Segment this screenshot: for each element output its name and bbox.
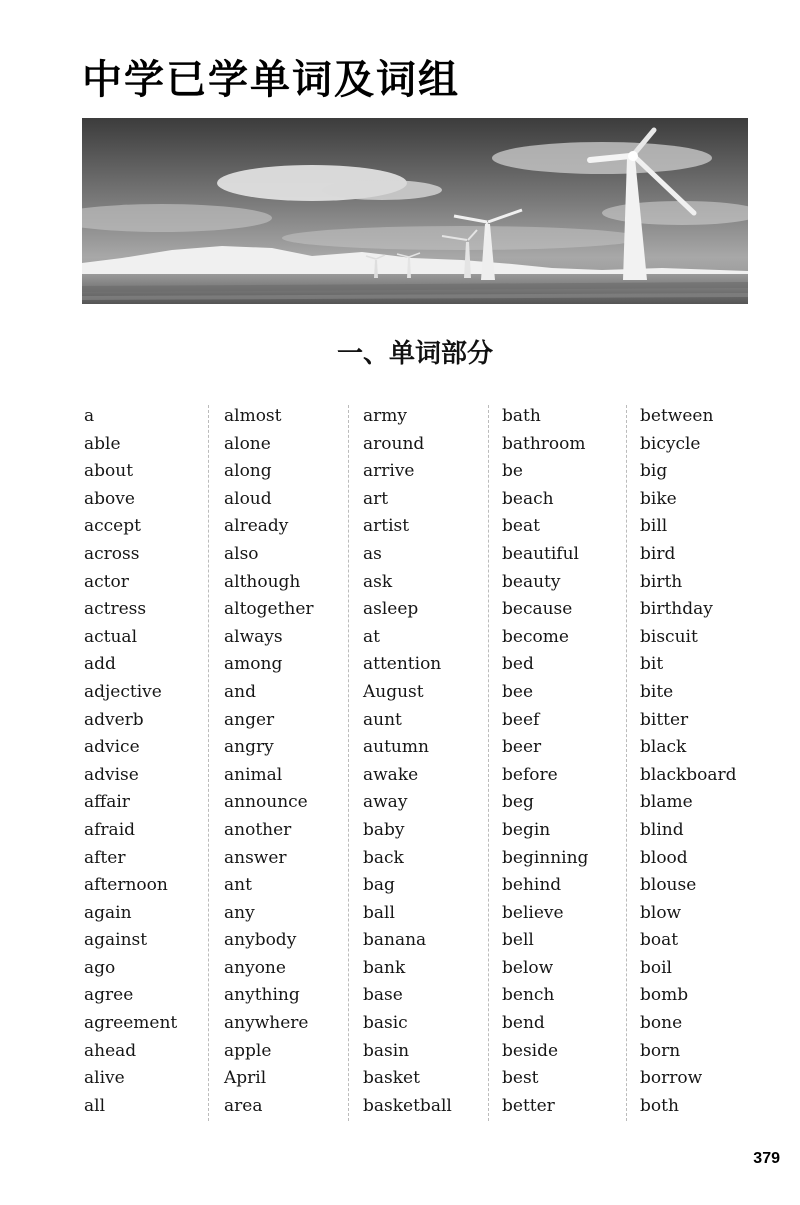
wind-turbine-landscape-photo xyxy=(82,118,748,304)
vocabulary-word: bite xyxy=(640,681,674,702)
vocabulary-word: another xyxy=(224,819,292,840)
vocabulary-word: afraid xyxy=(84,819,136,840)
vocabulary-word: able xyxy=(84,433,121,454)
vocabulary-word: bicycle xyxy=(640,433,701,454)
vocabulary-word: best xyxy=(502,1068,539,1089)
vocabulary-word: area xyxy=(224,1095,263,1116)
vocabulary-word: and xyxy=(224,681,256,702)
vocabulary-word: anger xyxy=(224,709,275,730)
vocabulary-word: beef xyxy=(502,709,540,730)
vocabulary-word: autumn xyxy=(363,737,429,758)
vocabulary-word: boil xyxy=(640,957,672,978)
vocabulary-word: beat xyxy=(502,516,540,537)
vocabulary-word: above xyxy=(84,488,135,509)
vocabulary-word: bird xyxy=(640,543,676,564)
vocabulary-word: black xyxy=(640,737,687,758)
vocabulary-word: among xyxy=(224,654,283,675)
vocabulary-word: away xyxy=(363,792,408,813)
vocabulary-word: bone xyxy=(640,1013,683,1034)
vocabulary-word: between xyxy=(640,406,714,426)
vocabulary-word: although xyxy=(224,571,301,592)
vocabulary-word: aunt xyxy=(363,709,402,730)
vocabulary-word: ball xyxy=(363,902,395,923)
vocabulary-word: arrive xyxy=(363,461,415,482)
word-column-3 xyxy=(363,403,501,1120)
vocabulary-word: ask xyxy=(363,571,393,592)
column-divider xyxy=(488,405,489,1121)
page-title: 中学已学单词及词组 xyxy=(82,57,460,103)
vocabulary-word: almost xyxy=(224,406,282,426)
vocabulary-word: altogether xyxy=(224,599,314,620)
vocabulary-word: blow xyxy=(640,902,682,923)
vocabulary-word: born xyxy=(640,1040,681,1061)
vocabulary-word: artist xyxy=(363,516,410,537)
vocabulary-word: around xyxy=(363,433,425,454)
vocabulary-word: August xyxy=(363,681,424,702)
vocabulary-word: about xyxy=(84,461,134,482)
vocabulary-word: accept xyxy=(84,516,141,537)
vocabulary-word: again xyxy=(84,902,132,923)
vocabulary-word: beach xyxy=(502,488,554,509)
vocabulary-word: biscuit xyxy=(640,626,698,647)
vocabulary-word: anywhere xyxy=(224,1013,309,1034)
vocabulary-word: always xyxy=(224,626,283,647)
vocabulary-word: alone xyxy=(224,433,271,454)
vocabulary-word: against xyxy=(84,930,148,951)
vocabulary-word: army xyxy=(363,406,407,426)
vocabulary-word: better xyxy=(502,1095,555,1116)
vocabulary-word: bit xyxy=(640,654,664,675)
vocabulary-word: blackboard xyxy=(640,764,737,785)
vocabulary-word: apple xyxy=(224,1040,272,1061)
vocabulary-word: adverb xyxy=(84,709,144,730)
vocabulary-word: before xyxy=(502,764,558,785)
vocabulary-word: bag xyxy=(363,875,395,896)
vocabulary-word: ago xyxy=(84,957,116,978)
vocabulary-word: bank xyxy=(363,957,406,978)
vocabulary-word: boat xyxy=(640,930,679,951)
vocabulary-word: awake xyxy=(363,764,419,785)
vocabulary-word: believe xyxy=(502,902,564,923)
vocabulary-word: beginning xyxy=(502,847,589,868)
vocabulary-word: April xyxy=(224,1068,267,1089)
vocabulary-word: blind xyxy=(640,819,684,840)
vocabulary-word: actor xyxy=(84,571,129,592)
vocabulary-word: birthday xyxy=(640,599,713,620)
vocabulary-word: anything xyxy=(224,985,300,1006)
word-column-5 xyxy=(640,403,778,1120)
vocabulary-word: bathroom xyxy=(502,433,586,454)
vocabulary-word: bike xyxy=(640,488,677,509)
word-column-2 xyxy=(224,403,362,1120)
vocabulary-word: a xyxy=(84,406,95,426)
vocabulary-word: advice xyxy=(84,737,140,758)
vocabulary-word: blouse xyxy=(640,875,697,896)
vocabulary-word: beauty xyxy=(502,571,561,592)
vocabulary-word: bill xyxy=(640,516,668,537)
vocabulary-word: bitter xyxy=(640,709,689,730)
vocabulary-word: blood xyxy=(640,847,688,868)
vocabulary-word: baby xyxy=(363,819,405,840)
vocabulary-word: basic xyxy=(363,1013,408,1034)
vocabulary-word: basketball xyxy=(363,1095,452,1116)
vocabulary-word: at xyxy=(363,626,380,647)
vocabulary-word: agree xyxy=(84,985,134,1006)
vocabulary-word: actual xyxy=(84,626,138,647)
vocabulary-word: bell xyxy=(502,930,534,951)
vocabulary-word: adjective xyxy=(84,681,162,702)
vocabulary-word: across xyxy=(84,543,140,564)
vocabulary-word: because xyxy=(502,599,573,620)
column-divider xyxy=(348,405,349,1121)
vocabulary-word: ant xyxy=(224,875,252,896)
vocabulary-word: bench xyxy=(502,985,555,1006)
word-list xyxy=(84,403,744,1123)
vocabulary-word: also xyxy=(224,543,259,564)
vocabulary-word: alive xyxy=(84,1068,125,1089)
vocabulary-word: affair xyxy=(84,792,130,813)
vocabulary-word: beg xyxy=(502,792,534,813)
vocabulary-word: back xyxy=(363,847,404,868)
vocabulary-word: aloud xyxy=(224,488,272,509)
word-column-4 xyxy=(502,403,640,1120)
vocabulary-word: beautiful xyxy=(502,543,579,564)
vocabulary-word: all xyxy=(84,1095,106,1116)
vocabulary-word: any xyxy=(224,902,255,923)
column-divider xyxy=(208,405,209,1121)
vocabulary-word: bend xyxy=(502,1013,545,1034)
vocabulary-word: blame xyxy=(640,792,693,813)
vocabulary-word: birth xyxy=(640,571,683,592)
vocabulary-word: announce xyxy=(224,792,308,813)
vocabulary-word: bomb xyxy=(640,985,689,1006)
column-divider xyxy=(626,405,627,1121)
vocabulary-word: begin xyxy=(502,819,551,840)
vocabulary-word: borrow xyxy=(640,1068,703,1089)
vocabulary-word: ahead xyxy=(84,1040,137,1061)
vocabulary-word: both xyxy=(640,1095,679,1116)
vocabulary-word: beside xyxy=(502,1040,559,1061)
vocabulary-word: base xyxy=(363,985,403,1006)
vocabulary-word: already xyxy=(224,516,289,537)
vocabulary-word: big xyxy=(640,461,668,482)
vocabulary-word: banana xyxy=(363,930,427,951)
vocabulary-word: bath xyxy=(502,406,541,426)
vocabulary-word: along xyxy=(224,461,272,482)
vocabulary-word: advise xyxy=(84,764,139,785)
word-column-1 xyxy=(84,403,222,1120)
vocabulary-word: art xyxy=(363,488,389,509)
vocabulary-word: actress xyxy=(84,599,147,620)
vocabulary-word: basket xyxy=(363,1068,420,1089)
vocabulary-word: below xyxy=(502,957,554,978)
vocabulary-word: bee xyxy=(502,681,534,702)
vocabulary-word: after xyxy=(84,847,126,868)
vocabulary-word: behind xyxy=(502,875,562,896)
vocabulary-word: bed xyxy=(502,654,534,675)
vocabulary-word: add xyxy=(84,654,116,675)
vocabulary-word: beer xyxy=(502,737,542,758)
banner-image xyxy=(82,118,748,304)
vocabulary-word: become xyxy=(502,626,569,647)
section-heading: 一、单词部分 xyxy=(336,339,493,369)
vocabulary-word: basin xyxy=(363,1040,410,1061)
vocabulary-word: anyone xyxy=(224,957,286,978)
vocabulary-word: anybody xyxy=(224,930,297,951)
vocabulary-word: as xyxy=(363,543,382,564)
vocabulary-word: agreement xyxy=(84,1013,178,1034)
vocabulary-word: animal xyxy=(224,764,283,785)
vocabulary-word: be xyxy=(502,461,523,482)
vocabulary-word: answer xyxy=(224,847,287,868)
vocabulary-word: angry xyxy=(224,737,274,758)
vocabulary-word: afternoon xyxy=(84,875,168,896)
page-number: 379 xyxy=(753,1150,780,1167)
vocabulary-word: asleep xyxy=(363,599,419,620)
vocabulary-word: attention xyxy=(363,654,442,675)
